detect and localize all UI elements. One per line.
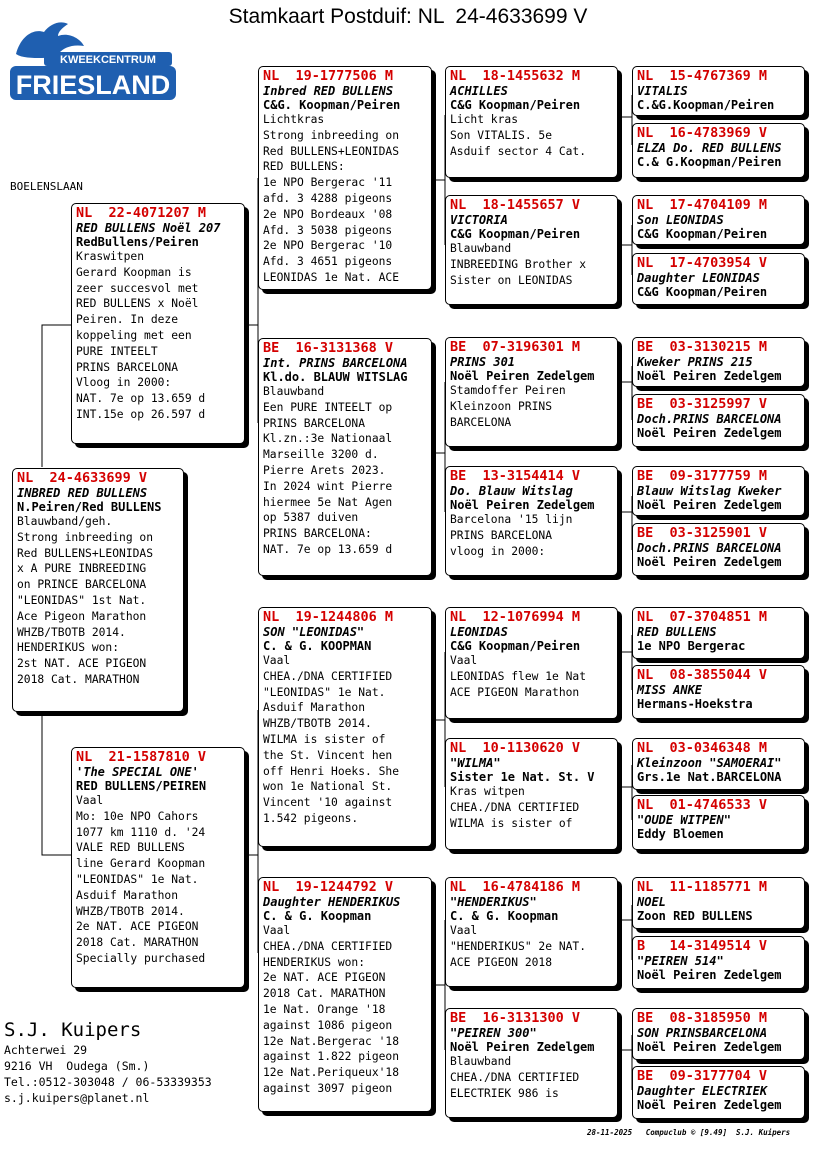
pigeon-info-line: PRINS BARCELONA <box>263 416 366 430</box>
pigeon-info-line: PRINS BARCELONA: <box>263 527 372 541</box>
ring-number: B 14-3149514 V <box>637 938 768 954</box>
pigeon-info-line: 2st NAT. ACE PIGEON <box>17 657 147 671</box>
pedigree-card-mmf <box>445 877 618 987</box>
pigeon-owner: Zoon RED BULLENS <box>637 909 753 923</box>
pigeon-name: SON PRINSBARCELONA <box>637 1026 768 1040</box>
pigeon-info-line: Sister on LEONIDAS <box>450 273 573 287</box>
pigeon-name: Daughter LEONIDAS <box>637 271 760 285</box>
pigeon-info-line: koppeling met een <box>76 328 192 342</box>
pedigree-card-mfm <box>445 738 618 850</box>
pigeon-info-line: the St. Vincent hen <box>263 748 393 762</box>
pigeon-info-line: Son VITALIS. 5e <box>450 128 553 142</box>
ring-number: BE 07-3196301 M <box>450 339 581 355</box>
pigeon-info-line: NAT. 7e op 13.659 d <box>263 542 393 556</box>
pigeon-info-line: Barcelona '15 lijn <box>450 513 573 526</box>
ring-number: NL 18-1455657 V <box>450 197 581 213</box>
pedigree-card-g3 <box>632 195 805 245</box>
pedigree-card-fmm <box>445 466 618 576</box>
pigeon-info-line: In 2024 wint Pierre <box>263 479 393 493</box>
pigeon-name: "PEIREN 300" <box>450 1026 537 1040</box>
ring-number: NL 18-1455632 M <box>450 68 581 84</box>
ring-number: NL 17-4703954 V <box>637 255 768 271</box>
pigeon-owner: Noël Peiren Zedelgem <box>637 1098 782 1112</box>
pigeon-info-line: Een PURE INTEELT op <box>263 400 393 414</box>
pigeon-info-line: Red BULLENS+LEONIDAS <box>17 546 154 560</box>
pigeon-owner: 1e NPO Bergerac <box>637 639 746 653</box>
pigeon-name: Doch.PRINS BARCELONA <box>637 412 782 426</box>
pigeon-info-line: 2018 Cat. MARATHON <box>17 672 140 686</box>
pigeon-info-line: Mo: 10e NPO Cahors <box>76 809 199 823</box>
pigeon-info-line: HENDERIKUS won: <box>17 641 120 655</box>
pigeon-info-line: INBREEDING Brother x <box>450 257 587 271</box>
pigeon-name: INBRED RED BULLENS <box>17 486 148 500</box>
pigeon-info-line: line Gerard Koopman <box>76 857 206 871</box>
pigeon-owner: C&G Koopman/Peiren <box>450 98 581 112</box>
pigeon-info-line: Afd. 3 4651 pigeons <box>263 255 393 269</box>
pigeon-info-line: BARCELONA <box>450 415 512 429</box>
pigeon-info-line: Vaal <box>263 924 291 937</box>
pedigree-card-mmm <box>445 1008 618 1118</box>
pigeon-info-line: WILMA is sister of <box>263 732 386 746</box>
ring-number: NL 24-4633699 V <box>17 470 148 486</box>
pigeon-name: PRINS 301 <box>450 355 516 369</box>
pigeon-info-line: CHEA./DNA CERTIFIED <box>263 939 393 953</box>
breeder-city: 9216 VH Oudega (Sm.) <box>4 1059 150 1073</box>
pedigree-card-g4 <box>632 253 805 305</box>
pigeon-info-line: x A PURE INBREEDING <box>17 562 147 576</box>
pigeon-owner: Noël Peiren Zedelgem <box>637 426 782 440</box>
pigeon-info-line: CHEA./DNA CERTIFIED <box>263 669 393 683</box>
pedigree-card-mother <box>71 747 245 988</box>
pigeon-name: ELZA Do. RED BULLENS <box>637 141 782 155</box>
breeder-address <box>4 1018 212 1106</box>
pigeon-name: "PEIREN 514" <box>637 954 724 968</box>
pigeon-owner: C.&G.Koopman/Peiren <box>637 98 775 112</box>
pigeon-info-line: afd. 3 4288 pigeons <box>263 191 393 205</box>
pigeon-owner: C&G Koopman/Peiren <box>637 285 768 299</box>
pigeon-info-line: INT.15e op 26.597 d <box>76 407 206 421</box>
pigeon-name: 'The SPECIAL ONE' <box>76 765 199 779</box>
pigeon-info-line: 1077 km 1110 d. '24 <box>76 825 206 839</box>
pigeon-info-line: 2e NPO Bergerac '10 <box>263 239 393 253</box>
pigeon-name: Doch.PRINS BARCELONA <box>637 541 782 555</box>
pigeon-info-line: "LEONIDAS" 1e Nat. <box>76 872 199 886</box>
pigeon-owner: Kl.do. BLAUW WITSLAG <box>263 370 408 384</box>
pigeon-info-line: ACE PIGEON 2018 <box>450 955 553 969</box>
pigeon-name: Kweker PRINS 215 <box>637 355 753 369</box>
breeder-phone: Tel.:0512-303048 / 06-53339353 <box>4 1075 212 1089</box>
pigeon-name: "OUDE WITPEN" <box>637 813 731 827</box>
pigeon-info-line: 1.542 pigeons. <box>263 811 359 825</box>
pigeon-owner: Noël Peiren Zedelgem <box>637 1040 782 1054</box>
pigeon-name: Blauw Witslag Kweker <box>637 484 782 498</box>
pedigree-card-g14 <box>632 936 805 989</box>
pigeon-owner: C&G. Koopman/Peiren <box>263 98 401 112</box>
ring-number: NL 11-1185771 M <box>637 879 768 895</box>
breeder-email: s.j.kuipers@planet.nl <box>4 1091 150 1105</box>
pigeon-info-line: Lichtkras <box>263 113 325 126</box>
pedigree-card-father <box>71 203 245 444</box>
ring-number: NL 22-4071207 M <box>76 205 207 221</box>
pigeon-info-line: Licht kras <box>450 113 519 126</box>
pigeon-info-line: ACE PIGEON Marathon <box>450 685 580 699</box>
pigeon-owner: N.Peiren/Red BULLENS <box>17 500 162 514</box>
ring-number: NL 10-1130620 V <box>450 740 581 756</box>
pedigree-card-subject <box>12 468 184 712</box>
pigeon-info-line: 12e Nat.Bergerac '18 <box>263 1034 400 1048</box>
pigeon-owner: Noël Peiren Zedelgem <box>450 369 595 383</box>
ring-number: NL 07-3704851 M <box>637 609 768 625</box>
ring-number: NL 19-1244792 V <box>263 879 394 895</box>
pigeon-info-line: Strong inbreeding on <box>17 530 154 544</box>
pigeon-owner: C&G Koopman/Peiren <box>637 227 768 241</box>
pigeon-info-line: RED BULLENS: <box>263 160 345 174</box>
pedigree-card-g6 <box>632 394 805 447</box>
pigeon-name: Son LEONIDAS <box>637 213 724 227</box>
pigeon-info-line: 12e Nat.Periqueux'18 <box>263 1066 400 1080</box>
ring-number: BE 03-3125997 V <box>637 396 768 412</box>
pigeon-info-line: against 3097 pigeon <box>263 1081 393 1095</box>
pigeon-info-line: Vaal <box>76 794 104 807</box>
pigeon-info-line: 2e NPO Bordeaux '08 <box>263 207 393 221</box>
pigeon-info-line: won 1e National St. <box>263 780 393 794</box>
pigeon-name: Daughter HENDERIKUS <box>263 895 401 909</box>
pigeon-info-line: Vloog in 2000: <box>76 376 172 390</box>
pigeon-info-line: Afd. 3 5038 pigeons <box>263 223 393 237</box>
pedigree-card-g11 <box>632 738 805 790</box>
breeder-street: Achterwei 29 <box>4 1043 88 1057</box>
pigeon-name: "HENDERIKUS" <box>450 895 537 909</box>
pedigree-card-fff <box>445 66 618 178</box>
pigeon-owner: C. & G. KOOPMAN <box>263 639 372 653</box>
pigeon-info-line: Vaal <box>450 924 478 937</box>
pigeon-info-line: WILMA is sister of <box>450 816 573 830</box>
pigeon-info-line: LEONIDAS flew 1e Nat <box>450 669 587 683</box>
pigeon-info-line: CHEA./DNA CERTIFIED <box>450 800 580 814</box>
pigeon-name: Daughter ELECTRIEK <box>637 1084 768 1098</box>
kennel-name: BOELENSLAAN <box>10 180 83 193</box>
pedigree-card-g9 <box>632 607 805 659</box>
pigeon-info-line: Specially purchased <box>76 951 206 965</box>
pigeon-info-line: "LEONIDAS" 1st Nat. <box>17 593 147 607</box>
ring-number: BE 03-3130215 M <box>637 339 768 355</box>
pedigree-card-mf <box>258 607 432 847</box>
pigeon-owner: Noël Peiren Zedelgem <box>637 498 782 512</box>
pigeon-name: VICTORIA <box>450 213 508 227</box>
pigeon-info-line: ELECTRIEK 986 is <box>450 1086 559 1100</box>
ring-number: NL 12-1076994 M <box>450 609 581 625</box>
ring-number: NL 19-1777506 M <box>263 68 394 84</box>
pigeon-info-line: CHEA./DNA CERTIFIED <box>450 1070 580 1084</box>
pigeon-info-line: Kleinzoon PRINS <box>450 399 553 413</box>
ring-number: NL 16-4784186 M <box>450 879 581 895</box>
pigeon-info-line: Blauwband <box>450 1055 512 1068</box>
svg-text:KWEEKCENTRUM: KWEEKCENTRUM <box>60 54 156 66</box>
pigeon-info-line: Asduif Marathon <box>76 888 179 902</box>
ring-number: NL 16-4783969 V <box>637 125 768 141</box>
pigeon-info-line: 2018 Cat. MARATHON <box>263 987 386 1001</box>
pigeon-info-line: 2e NAT. ACE PIGEON <box>76 920 199 934</box>
pigeon-owner: Grs.1e Nat.BARCELONA <box>637 770 782 784</box>
pigeon-name: ACHILLES <box>450 84 508 98</box>
pigeon-info-line: NAT. 7e op 13.659 d <box>76 392 206 406</box>
pigeon-name: Inbred RED BULLENS <box>263 84 394 98</box>
pedigree-card-ff <box>258 66 432 290</box>
pigeon-info-line: Asduif sector 4 Cat. <box>450 144 587 158</box>
pedigree-card-ffm <box>445 195 618 305</box>
pigeon-name: LEONIDAS <box>450 625 508 639</box>
pigeon-info-line: WHZB/TBOTB 2014. <box>263 717 372 731</box>
pigeon-info-line: HENDERIKUS won: <box>263 955 366 969</box>
pigeon-info-line: Pierre Arets 2023. <box>263 463 386 477</box>
svg-text:FRIESLAND: FRIESLAND <box>15 70 171 100</box>
pigeon-info-line: 1e NPO Bergerac '11 <box>263 176 393 190</box>
pigeon-owner: Sister 1e Nat. St. V <box>450 770 595 784</box>
ring-number: NL 01-4746533 V <box>637 797 768 813</box>
pigeon-info-line: Ace Pigeon Marathon <box>17 609 147 623</box>
pigeon-owner: C. & G. Koopman <box>263 909 372 923</box>
pigeon-owner: C&G Koopman/Peiren <box>450 227 581 241</box>
pedigree-card-g13 <box>632 877 805 929</box>
pigeon-owner: Hermans-Hoekstra <box>637 697 753 711</box>
ring-number: NL 15-4767369 M <box>637 68 768 84</box>
pigeon-info-line: LEONIDAS 1e Nat. ACE <box>263 270 400 284</box>
pigeon-info-line: against 1.822 pigeon <box>263 1050 400 1064</box>
pigeon-name: RED BULLENS Noël 207 <box>76 221 221 235</box>
pigeon-info-line: "HENDERIKUS" 2e NAT. <box>450 939 587 953</box>
pigeon-owner: Noël Peiren Zedelgem <box>450 498 595 512</box>
pigeon-owner: Eddy Bloemen <box>637 827 724 841</box>
pedigree-card-g5 <box>632 337 805 387</box>
pedigree-card-g2 <box>632 123 805 178</box>
pedigree-card-g12 <box>632 795 805 850</box>
pigeon-name: RED BULLENS <box>637 625 717 639</box>
pedigree-card-mff <box>445 607 618 719</box>
pigeon-owner: RED BULLENS/PEIREN <box>76 779 207 793</box>
pedigree-card-g16 <box>632 1066 805 1119</box>
pigeon-info-line: 2018 Cat. MARATHON <box>76 936 199 950</box>
pigeon-owner: Noël Peiren Zedelgem <box>450 1040 595 1054</box>
pigeon-name: VITALIS <box>637 84 688 98</box>
pigeon-info-line: "LEONIDAS" 1e Nat. <box>263 685 386 699</box>
pigeon-info-line: zeer succesvol met <box>76 281 199 295</box>
pigeon-info-line: Red BULLENS+LEONIDAS <box>263 144 400 158</box>
pigeon-owner: Noël Peiren Zedelgem <box>637 968 782 982</box>
pigeon-name: MISS ANKE <box>637 683 703 697</box>
ring-number: NL 03-0346348 M <box>637 740 768 756</box>
pigeon-info-line: Vaal <box>450 654 478 667</box>
pigeon-info-line: op 5387 duiven <box>263 511 359 525</box>
ring-number: BE 16-3131368 V <box>263 340 394 356</box>
pigeon-info-line: 1e Nat. Orange '18 <box>263 1002 386 1016</box>
ring-number: BE 03-3125901 V <box>637 525 768 541</box>
pigeon-name: "WILMA" <box>450 756 501 770</box>
pigeon-info-line: WHZB/TBOTB 2014. <box>17 625 126 639</box>
pigeon-owner: C. & G. Koopman <box>450 909 559 923</box>
pigeon-name: Kleinzoon "SAMOERAI" <box>637 756 782 770</box>
breeder-name: S.J. Kuipers <box>4 1019 142 1041</box>
pigeon-name: Do. Blauw Witslag <box>450 484 573 498</box>
pedigree-card-g10 <box>632 665 805 719</box>
ring-number: BE 09-3177704 V <box>637 1068 768 1084</box>
pigeon-info-line: on PRINCE BARCELONA <box>17 578 147 592</box>
pigeon-info-line: VALE RED BULLENS <box>76 841 185 855</box>
pigeon-owner: Noël Peiren Zedelgem <box>637 555 782 569</box>
pedigree-card-fmf <box>445 337 618 447</box>
pigeon-info-line: Gerard Koopman is <box>76 265 192 279</box>
pigeon-info-line: Blauwband/geh. <box>17 515 113 528</box>
pigeon-info-line: Asduif Marathon <box>263 701 366 715</box>
pigeon-info-line: off Henri Hoeks. She <box>263 764 400 778</box>
pigeon-info-line: Kraswitpen <box>76 250 145 263</box>
ring-number: BE 13-3154414 V <box>450 468 581 484</box>
pedigree-card-g8 <box>632 523 805 576</box>
pedigree-card-fm <box>258 338 432 576</box>
pedigree-card-g1 <box>632 66 805 116</box>
pigeon-info-line: Kras witpen <box>450 785 525 798</box>
pigeon-owner: C.& G.Koopman/Peiren <box>637 155 782 169</box>
ring-number: BE 16-3131300 V <box>450 1010 581 1026</box>
pigeon-info-line: Stamdoffer Peiren <box>450 384 566 397</box>
pigeon-info-line: Blauwband <box>263 385 325 398</box>
pigeon-info-line: hiermee 5e Nat Agen <box>263 495 393 509</box>
pigeon-info-line: 2e NAT. ACE PIGEON <box>263 971 386 985</box>
pigeon-info-line: RED BULLENS x Noël <box>76 297 199 311</box>
pigeon-info-line: Peiren. In deze <box>76 313 179 327</box>
pedigree-card-g7 <box>632 466 805 516</box>
pigeon-name: Int. PRINS BARCELONA <box>263 356 408 370</box>
ring-number: NL 17-4704109 M <box>637 197 768 213</box>
page-title: Stamkaart Postduif: NL 24-4633699 V <box>228 5 588 28</box>
pigeon-info-line: WHZB/TBOTB 2014. <box>76 904 185 918</box>
ring-number: NL 21-1587810 V <box>76 749 207 765</box>
pigeon-info-line: Vaal <box>263 654 291 667</box>
pigeon-owner: C&G Koopman/Peiren <box>450 639 581 653</box>
pigeon-owner: Noël Peiren Zedelgem <box>637 369 782 383</box>
pigeon-info-line: PRINS BARCELONA <box>450 528 553 542</box>
pigeon-name: NOEL <box>637 895 666 909</box>
pedigree-card-mm <box>258 877 432 1112</box>
pigeon-info-line: vloog in 2000: <box>450 544 546 558</box>
pedigree-card-g15 <box>632 1008 805 1060</box>
pigeon-info-line: against 1086 pigeon <box>263 1018 393 1032</box>
pigeon-info-line: Blauwband <box>450 242 512 255</box>
ring-number: NL 08-3855044 V <box>637 667 768 683</box>
pigeon-info-line: Vincent '10 against <box>263 796 393 810</box>
ring-number: NL 19-1244806 M <box>263 609 394 625</box>
pigeon-info-line: Kl.zn.:3e Nationaal <box>263 432 393 446</box>
ring-number: BE 08-3185950 M <box>637 1010 768 1026</box>
pigeon-info-line: PURE INTEELT <box>76 344 158 358</box>
pigeon-owner: RedBullens/Peiren <box>76 235 199 249</box>
pigeon-name: SON "LEONIDAS" <box>263 625 365 639</box>
pigeon-info-line: Strong inbreeding on <box>263 128 400 142</box>
footer-credit: 28-11-2025 Compuclub © [9.49] S.J. Kuipers <box>587 1128 791 1137</box>
pigeon-info-line: Marseille 3200 d. <box>263 448 379 462</box>
pigeon-info-line: PRINS BARCELONA <box>76 360 179 374</box>
ring-number: BE 09-3177759 M <box>637 468 768 484</box>
